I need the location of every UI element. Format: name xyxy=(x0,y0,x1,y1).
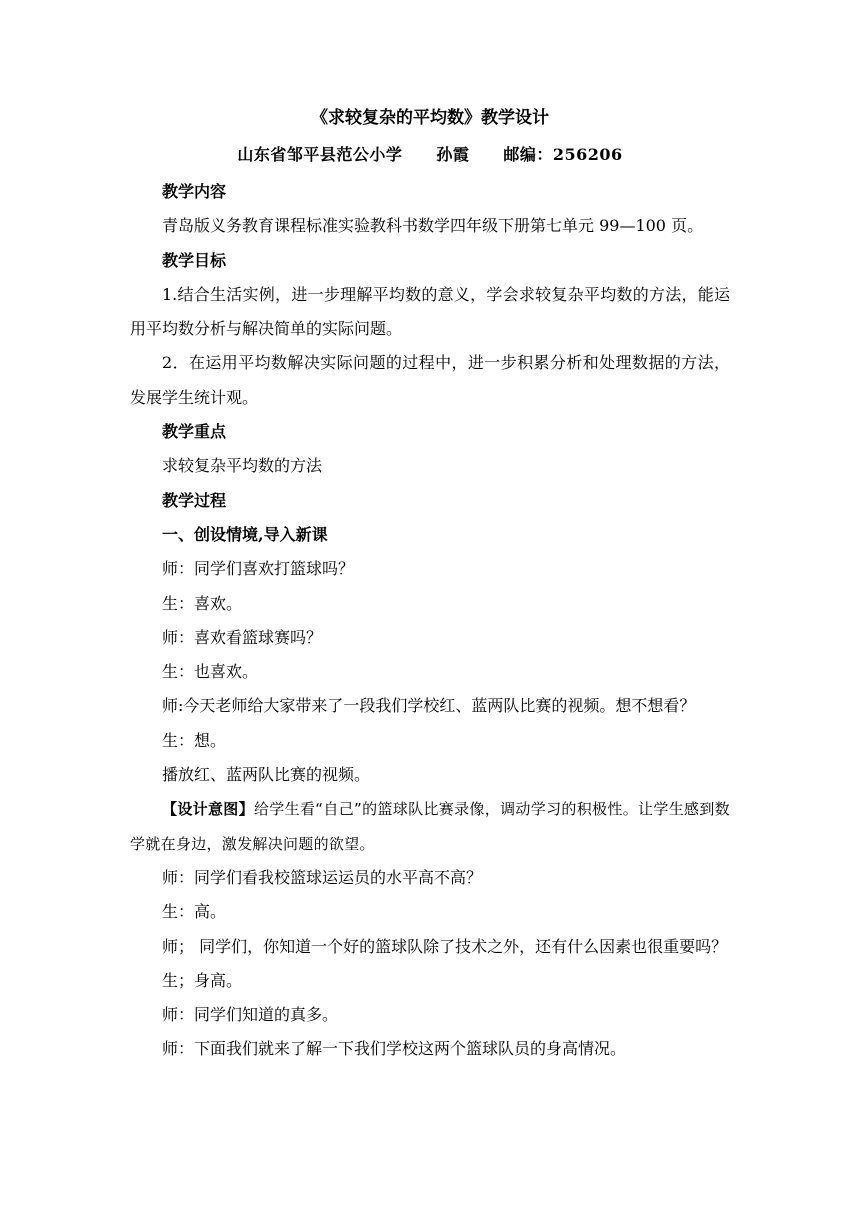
author-line xyxy=(0,143,860,167)
dialogue-line: 师：同学们知道的真多。 xyxy=(162,1005,339,1025)
dialogue-line: 生：也喜欢。 xyxy=(162,662,259,682)
dialogue-line: 生；身高。 xyxy=(162,970,243,990)
dialogue-line: 师：同学们喜欢打篮球吗？ xyxy=(162,559,355,579)
dialogue-line: 师； 同学们，你知道一个好的篮球队除了技术之外，还有什么因素也很重要吗？ xyxy=(162,936,728,956)
dialogue-line: 师:今天老师给大家带来了一段我们学校红、蓝两队比赛的视频。想不想看？ xyxy=(162,696,696,716)
section-heading: 教学目标 xyxy=(162,250,227,270)
document-title: 《求较复杂的平均数》教学设计 xyxy=(311,108,549,128)
section-heading: 教学重点 xyxy=(162,422,227,442)
dialogue-line: 生：高。 xyxy=(162,902,227,922)
paragraph: 青岛版义务教育课程标准实验教科书数学四年级下册第七单元 99—100 页。 xyxy=(162,216,704,236)
section-heading: 一、创设情境,导入新课 xyxy=(162,524,328,544)
paragraph: 播放红、蓝两队比赛的视频。 xyxy=(162,765,371,785)
author-name: 孙霞 xyxy=(436,145,470,164)
dialogue-line: 生：想。 xyxy=(162,730,227,750)
design-intent-text: 给学生看“自己”的篮球队比赛录像，调动学习的积极性。让学生感到数学就在身边，激发解决问题的欲望。 xyxy=(130,800,730,853)
dialogue-line: 生：喜欢。 xyxy=(162,593,243,613)
section-heading: 教学内容 xyxy=(162,182,227,201)
document-body xyxy=(130,175,730,1067)
dialogue-line: 师：喜欢看篮球赛吗？ xyxy=(162,627,323,647)
school-name: 山东省邹平县范公小学 xyxy=(237,145,403,164)
dialogue-line: 师：下面我们就来了解一下我们学校这两个篮球队员的身高情况。 xyxy=(162,1039,627,1059)
postcode: 邮编：256206 xyxy=(503,145,623,164)
section-heading: 教学过程 xyxy=(162,490,227,510)
dialogue-line: 师：同学们看我校篮球运运员的水平高不高？ xyxy=(162,867,483,887)
paragraph: 求较复杂平均数的方法 xyxy=(162,456,323,476)
paragraph: 2．在运用平均数解决实际问题的过程中，进一步积累分析和处理数据的方法，发展学生统计观。 xyxy=(130,353,730,407)
design-intent-label: 【设计意图】 xyxy=(162,800,254,819)
paragraph: 1.结合生活实例，进一步理解平均数的意义，学会求较复杂平均数的方法，能运用平均数分析与解决简单的实际问题。 xyxy=(130,284,730,339)
design-intent xyxy=(130,792,730,861)
